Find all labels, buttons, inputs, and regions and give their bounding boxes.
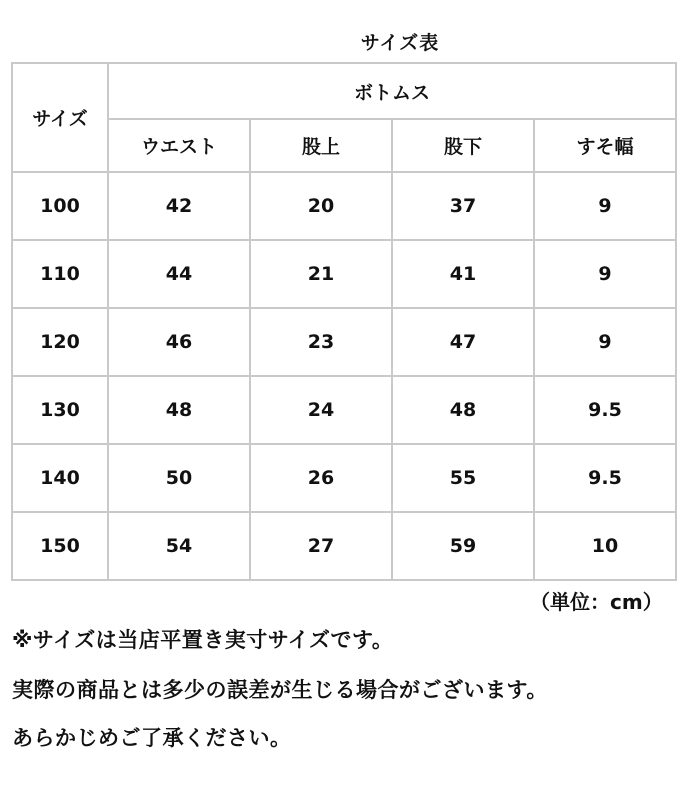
- value-cell: 54: [108, 512, 250, 580]
- value-cell: 37: [392, 172, 534, 240]
- size-header-cell: サイズ: [12, 63, 108, 172]
- value-cell: 9.5: [534, 376, 676, 444]
- column-header-hem-width: すそ幅: [534, 119, 676, 172]
- column-header-inseam: 股下: [392, 119, 534, 172]
- table-row: [12, 308, 676, 376]
- table-row: [12, 376, 676, 444]
- size-cell: 140: [12, 444, 108, 512]
- size-cell: 110: [12, 240, 108, 308]
- value-cell: 27: [250, 512, 392, 580]
- table-row: [12, 240, 676, 308]
- value-cell: 48: [108, 376, 250, 444]
- size-cell: 120: [12, 308, 108, 376]
- column-header-row: [12, 119, 676, 172]
- unit-note: （単位：cm）: [530, 590, 663, 614]
- value-cell: 9: [534, 308, 676, 376]
- value-cell: 10: [534, 512, 676, 580]
- size-cell: 130: [12, 376, 108, 444]
- value-cell: 48: [392, 376, 534, 444]
- column-header-rise: 股上: [250, 119, 392, 172]
- note-line-3: あらかじめご了承ください。: [12, 726, 292, 750]
- group-header-cell: ボトムス: [108, 63, 676, 119]
- value-cell: 20: [250, 172, 392, 240]
- value-cell: 41: [392, 240, 534, 308]
- table-row: [12, 512, 676, 580]
- note-line-1: ※サイズは当店平置き実寸サイズです。: [12, 628, 394, 652]
- table-header-row: [12, 63, 676, 119]
- value-cell: 9: [534, 172, 676, 240]
- value-cell: 24: [250, 376, 392, 444]
- value-cell: 42: [108, 172, 250, 240]
- value-cell: 50: [108, 444, 250, 512]
- table-row: [12, 172, 676, 240]
- table-row: [12, 444, 676, 512]
- note-line-2: 実際の商品とは多少の誤差が生じる場合がございます。: [12, 678, 548, 702]
- value-cell: 26: [250, 444, 392, 512]
- value-cell: 46: [108, 308, 250, 376]
- value-cell: 21: [250, 240, 392, 308]
- size-cell: 150: [12, 512, 108, 580]
- size-cell: 100: [12, 172, 108, 240]
- value-cell: 9: [534, 240, 676, 308]
- size-table: [11, 62, 677, 581]
- value-cell: 23: [250, 308, 392, 376]
- column-header-waist: ウエスト: [108, 119, 250, 172]
- value-cell: 47: [392, 308, 534, 376]
- value-cell: 44: [108, 240, 250, 308]
- value-cell: 59: [392, 512, 534, 580]
- value-cell: 55: [392, 444, 534, 512]
- page-title: サイズ表: [360, 32, 440, 54]
- value-cell: 9.5: [534, 444, 676, 512]
